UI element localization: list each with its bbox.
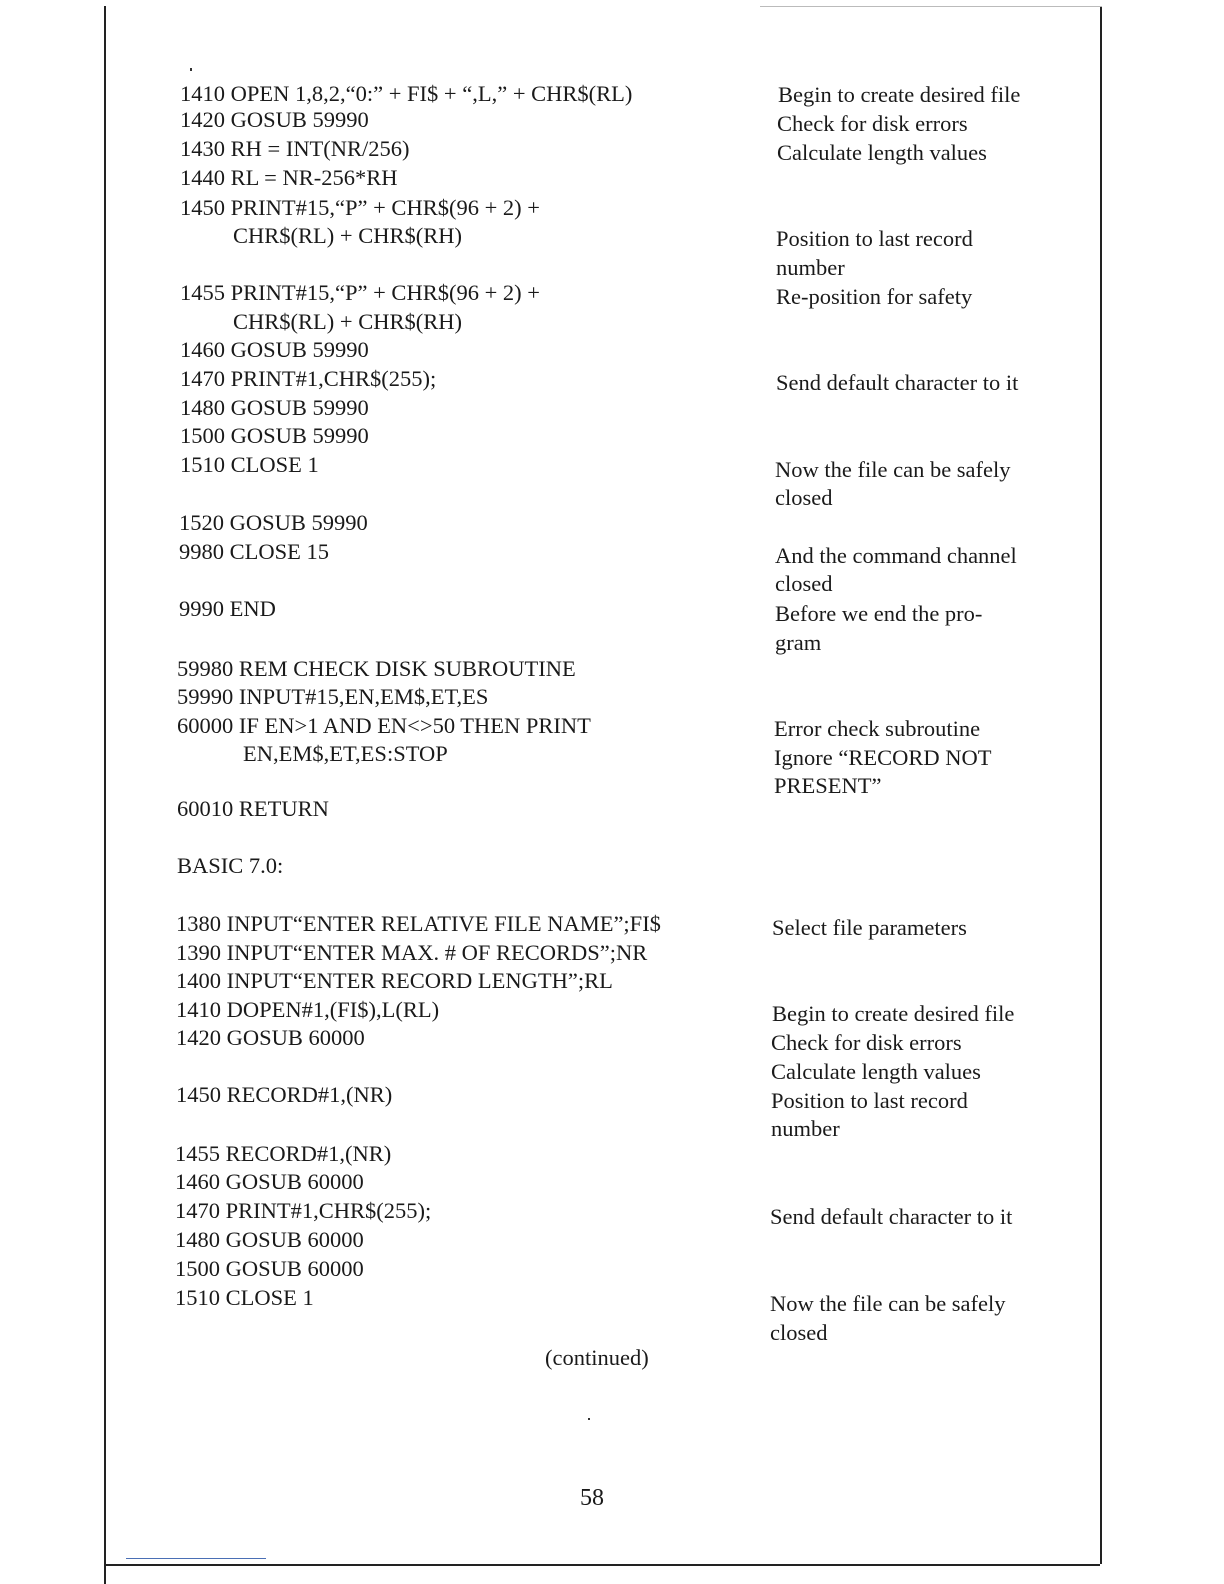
code-line-continuation: CHR$(RL) + CHR$(RH) bbox=[233, 223, 462, 248]
code-line: 1470 PRINT#1,CHR$(255); bbox=[180, 366, 437, 391]
comment-line: Calculate length values bbox=[771, 1059, 981, 1084]
comment-line: closed bbox=[775, 571, 833, 596]
continued-label: (continued) bbox=[545, 1345, 649, 1370]
code-line: 1510 CLOSE 1 bbox=[180, 452, 319, 477]
comment-line: Position to last record bbox=[776, 226, 973, 251]
comment-line: Send default character to it bbox=[770, 1204, 1013, 1229]
comment-line: closed bbox=[775, 485, 833, 510]
comment-line: Position to last record bbox=[771, 1088, 968, 1113]
code-line: 1460 GOSUB 59990 bbox=[180, 337, 369, 362]
comment-line: gram bbox=[775, 630, 822, 655]
code-line: 1480 GOSUB 59990 bbox=[180, 395, 369, 420]
code-line: 59980 REM CHECK DISK SUBROUTINE bbox=[177, 656, 576, 681]
comment-line: Check for disk errors bbox=[777, 111, 968, 136]
comment-line: number bbox=[776, 255, 845, 280]
code-line-continuation: CHR$(RL) + CHR$(RH) bbox=[233, 309, 462, 334]
code-line: 9980 CLOSE 15 bbox=[179, 539, 330, 564]
code-line: 1460 GOSUB 60000 bbox=[175, 1169, 364, 1194]
code-line: 1455 RECORD#1,(NR) bbox=[175, 1141, 392, 1166]
code-line: 1430 RH = INT(NR/256) bbox=[180, 136, 410, 161]
comment-line: number bbox=[771, 1116, 840, 1141]
comment-line: Now the file can be safely bbox=[770, 1291, 1006, 1316]
scan-speck bbox=[190, 68, 192, 71]
code-line-continuation: EN,EM$,ET,ES:STOP bbox=[243, 741, 448, 766]
code-line: 9990 END bbox=[179, 596, 276, 621]
comment-line: PRESENT” bbox=[774, 773, 882, 798]
comment-line: Select file parameters bbox=[772, 915, 967, 940]
code-line: 1410 DOPEN#1,(FI$),L(RL) bbox=[176, 997, 440, 1022]
code-line: 1455 PRINT#15,“P” + CHR$(96 + 2) + bbox=[180, 280, 540, 305]
code-line: 1470 PRINT#1,CHR$(255); bbox=[175, 1198, 432, 1223]
code-line: 1450 PRINT#15,“P” + CHR$(96 + 2) + bbox=[180, 195, 540, 220]
section-heading: BASIC 7.0: bbox=[177, 853, 284, 878]
comment-line: Check for disk errors bbox=[771, 1030, 962, 1055]
comment-line: Before we end the pro- bbox=[775, 601, 983, 626]
scan-top-edge bbox=[760, 6, 1102, 7]
comment-line: And the command channel bbox=[775, 543, 1017, 568]
code-line: 60000 IF EN>1 AND EN<>50 THEN PRINT bbox=[177, 713, 591, 738]
scan-right-edge bbox=[1100, 6, 1102, 1564]
scan-bottom-edge bbox=[104, 1564, 1100, 1566]
code-line: 1410 OPEN 1,8,2,“0:” + FI$ + “,L,” + CHR$(RL) bbox=[180, 81, 633, 106]
comment-line: closed bbox=[770, 1320, 828, 1345]
code-line: 1420 GOSUB 60000 bbox=[176, 1025, 365, 1050]
code-line: 60010 RETURN bbox=[177, 796, 329, 821]
code-line: 1400 INPUT“ENTER RECORD LENGTH”;RL bbox=[176, 968, 613, 993]
code-line: 1480 GOSUB 60000 bbox=[175, 1227, 364, 1252]
comment-line: Now the file can be safely bbox=[775, 457, 1011, 482]
comment-line: Send default character to it bbox=[776, 370, 1019, 395]
comment-line: Calculate length values bbox=[777, 140, 987, 165]
code-line: 1450 RECORD#1,(NR) bbox=[176, 1082, 393, 1107]
code-line: 1420 GOSUB 59990 bbox=[180, 107, 369, 132]
page-number: 58 bbox=[580, 1485, 604, 1511]
code-line: 1440 RL = NR-256*RH bbox=[180, 165, 398, 190]
code-line: 1380 INPUT“ENTER RELATIVE FILE NAME”;FI$ bbox=[176, 911, 661, 936]
code-line: 1500 GOSUB 59990 bbox=[180, 423, 369, 448]
scan-speck bbox=[588, 1418, 590, 1420]
code-line: 1390 INPUT“ENTER MAX. # OF RECORDS”;NR bbox=[176, 940, 648, 965]
code-line: 1510 CLOSE 1 bbox=[175, 1285, 314, 1310]
comment-line: Error check subroutine bbox=[774, 716, 981, 741]
comment-line: Begin to create desired file bbox=[778, 82, 1021, 107]
scan-left-edge bbox=[104, 6, 106, 1584]
code-line: 1500 GOSUB 60000 bbox=[175, 1256, 364, 1281]
comment-line: Begin to create desired file bbox=[772, 1001, 1015, 1026]
comment-line: Re-position for safety bbox=[776, 284, 973, 309]
comment-line: Ignore “RECORD NOT bbox=[774, 745, 992, 770]
scan-blue-mark bbox=[126, 1558, 266, 1559]
code-line: 59990 INPUT#15,EN,EM$,ET,ES bbox=[177, 684, 489, 709]
code-line: 1520 GOSUB 59990 bbox=[179, 510, 368, 535]
